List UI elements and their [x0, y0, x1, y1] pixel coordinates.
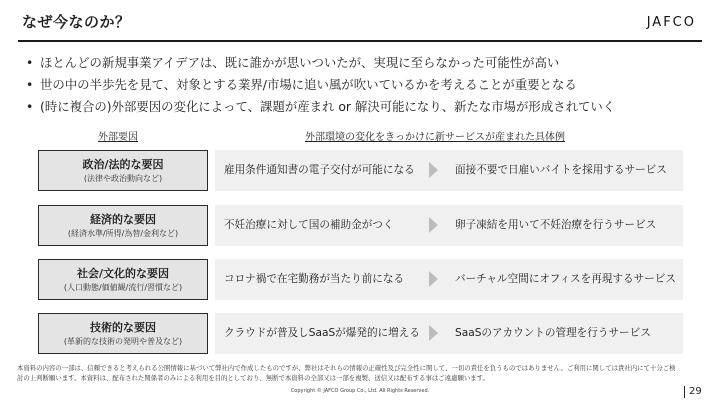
- factor-description: (革新的な技術の発明や普及など): [63, 336, 183, 346]
- example-cause: クラウドが普及しSaaSが爆発的に増える: [224, 327, 420, 339]
- factor-description: (人口動態/価値観/流行/習慣など): [63, 282, 183, 292]
- chevron-right-icon: [429, 271, 438, 287]
- factor-description: (経済水準/所得/為替/金利など): [67, 228, 179, 238]
- examples-header: 外部環境の変化をきっかけに新サービスが産まれた具体例: [305, 132, 565, 143]
- example-box: [215, 259, 683, 300]
- factor-name: 経済的な要因: [90, 212, 156, 226]
- bullet-item: [26, 74, 706, 96]
- factor-row-social: [38, 259, 684, 300]
- factor-row-technological: [38, 313, 684, 354]
- example-box: [215, 205, 683, 246]
- bullet-marker: •: [26, 99, 34, 114]
- chevron-right-icon: [429, 217, 438, 233]
- chevron-right-icon: [429, 162, 438, 178]
- factor-description: (法律や政治動向など): [83, 173, 163, 183]
- disclaimer-text: 本資料の内容の一部は、信頼できると考えられる公開情報に基づいて弊社内で作成したものですが、弊社はそれらの情報の正確性及び完全性に関して、一切の責任を負うものではありません。ご利用に関しては貴社内にて十分ご検討の上判断願います。本資料は、配布された関係者のみによる利用を目的としており、無断で本資料の全部又は一部を複製、送信又は配布する事はご遠慮願います。: [17, 364, 676, 382]
- factor-name: 技術的な要因: [90, 320, 156, 334]
- bullet-marker: •: [26, 55, 34, 70]
- copyright-text: Copyright © JAFCO Group Co., Ltd. All Rights Reserved.: [290, 388, 430, 394]
- example-box: [215, 313, 683, 354]
- bullet-list: [26, 52, 706, 118]
- page-title: なぜ今なのか？: [22, 13, 131, 31]
- jafco-logo: JAFCO: [646, 15, 696, 30]
- factor-name: 社会/文化的な要因: [76, 266, 170, 280]
- factor-box: [38, 205, 208, 246]
- factor-box: [38, 259, 208, 300]
- chevron-right-icon: [429, 325, 438, 341]
- factor-name: 政治/法的な要因: [82, 157, 164, 171]
- factor-box: [38, 150, 208, 191]
- page-number: 29: [689, 386, 702, 397]
- example-cause: 雇用条件通知書の電子交付が可能になる: [224, 164, 415, 176]
- factor-box: [38, 313, 208, 354]
- example-service: バーチャル空間にオフィスを再現するサービス: [455, 273, 676, 285]
- example-cause: コロナ禍で在宅勤務が当たり前になる: [224, 273, 405, 285]
- example-service: 卵子凍結を用いて不妊治療を行うサービス: [455, 219, 657, 231]
- example-cause: 不妊治療に対して国の補助金がつく: [224, 219, 394, 231]
- example-box: [215, 150, 683, 191]
- bullet-text: (時に複合の)外部要因の変化によって、課題が産まれ or 解決可能になり、新たな市場が形成されていく: [40, 99, 616, 114]
- factor-row-economic: [38, 205, 684, 246]
- bullet-item: [26, 96, 706, 118]
- bullet-item: [26, 52, 706, 74]
- bullet-text: ほとんどの新規事業アイデアは、既に誰かが思いついたが、実現に至らなかった可能性が高い: [40, 55, 560, 70]
- bullet-text: 世の中の半歩先を見て、対象とする業界/市場に追い風が吹いているかを考えることが重要となる: [40, 77, 577, 92]
- bullet-marker: •: [26, 77, 34, 92]
- example-service: SaaSのアカウントの管理を行うサービス: [455, 327, 651, 339]
- page-number-divider: [684, 386, 685, 398]
- external-factors-header: 外部要因: [98, 132, 138, 143]
- factor-row-political: [38, 150, 684, 191]
- example-service: 面接不要で日雇いバイトを採用するサービス: [455, 164, 667, 176]
- title-divider: [18, 40, 702, 42]
